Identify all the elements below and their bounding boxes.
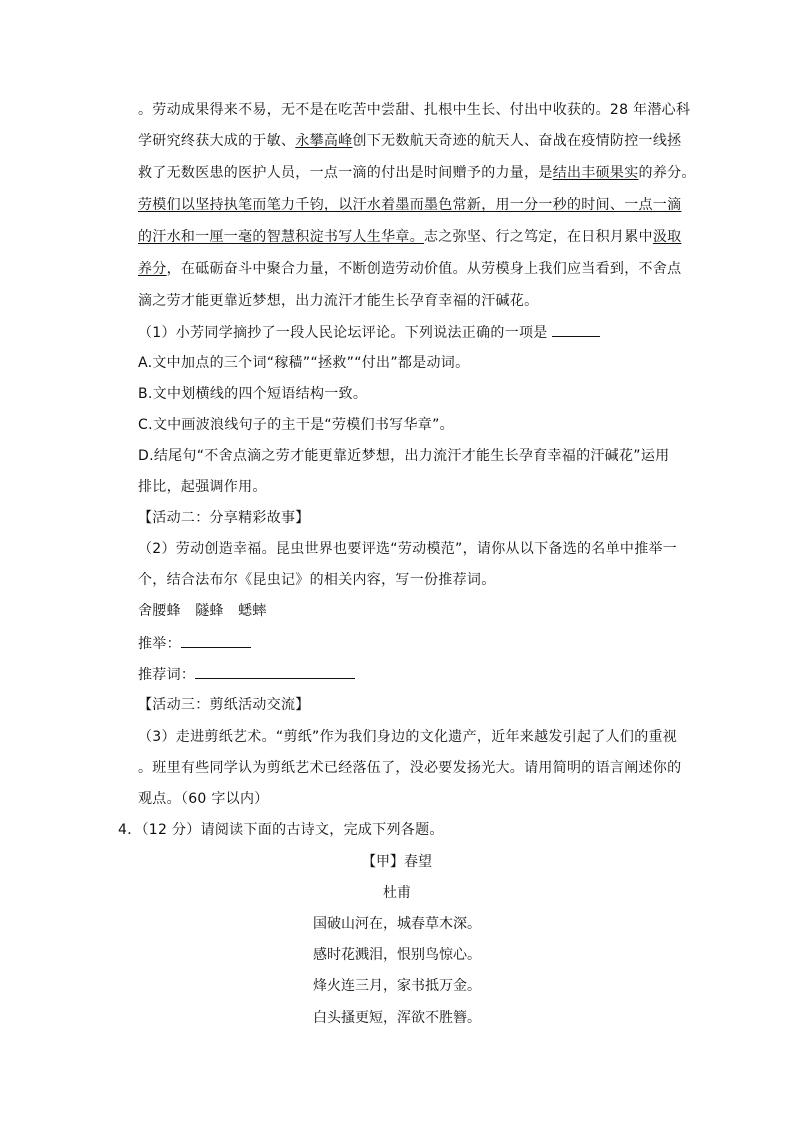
underlined-phrase: 永攀高峰 — [295, 133, 353, 149]
passage-text: 学研究终获大成的于敏、 — [138, 133, 296, 149]
nominate-row — [138, 633, 251, 653]
recommend-row — [138, 664, 355, 684]
underlined-phrase: 汲取 — [652, 229, 682, 245]
passage-text: 志之弥坚、行之笃定，在日积月累中 — [424, 229, 653, 245]
nominate-label: 推举： — [138, 636, 181, 652]
activity2-title: 【活动二：分享精彩故事】 — [138, 510, 310, 526]
q4-stem: 4．（12 分）请阅读下面的古诗文，完成下列各题。 — [118, 822, 444, 838]
poem-title: 【甲】春望 — [362, 854, 432, 870]
poem-author: 杜甫 — [383, 885, 411, 901]
poem-line-2: 感时花溅泪，恨别鸟惊心。 — [313, 947, 481, 963]
q2-line-2: 个，结合法布尔《昆虫记》的相关内容，写一份推荐词。 — [138, 572, 496, 588]
recommend-blank[interactable] — [195, 664, 355, 679]
passage-text: 救了无数医患的医护人员，一点一滴的付出是时间赠予的力量，是 — [138, 165, 553, 181]
q1-option-d-cont: 排比，起强调作用。 — [138, 479, 267, 495]
passage-line-3 — [138, 163, 696, 183]
q1-option-b: B.文中划横线的四个短语结构一致。 — [138, 386, 368, 402]
poem-line-1: 国破山河在，城春草木深。 — [313, 916, 481, 932]
passage-line-5 — [138, 227, 681, 247]
recommend-label: 推荐词： — [138, 667, 196, 683]
q1-stem — [138, 322, 600, 342]
wavy-sentence: 的汗水和一厘一毫的智慧积淀书写人生华章。 — [138, 229, 424, 245]
q3-line-2: 。班里有些同学认为剪纸艺术已经落伍了，没必要发扬光大。请用简明的语言阐述你的 — [138, 760, 682, 776]
q1-option-c: C.文中画波浪线句子的主干是“劳模们书写华章”。 — [138, 417, 454, 433]
poem-line-3: 烽火连三月，家书抵万金。 — [313, 978, 481, 994]
passage-text: 创下无数航天奇迹的航天人、奋战在疫情防控一线拯 — [352, 133, 682, 149]
passage-line-4-wavy: 劳模们以坚持执笔而笔力千钧，以汗水着墨而墨色常新，用一分一秒的时间、一点一滴 — [138, 197, 682, 213]
poem-line-4: 白头搔更短，浑欲不胜簪。 — [313, 1010, 481, 1026]
passage-text: ，在砥砺奋斗中聚合力量，不断创造劳动价值。从劳模身上我们应当看到，不舍点 — [166, 261, 682, 277]
nominate-blank[interactable] — [181, 633, 251, 648]
q2-line-1: （2）劳动创造幸福。昆虫世界也要评选“劳动模范”，请你从以下备选的名单中推举一 — [138, 541, 678, 557]
passage-line-1: 。劳动成果得来不易，无不是在吃苦中尝甜、扎根中生长、付出中收获的。28 年潜心科 — [138, 102, 691, 118]
passage-text: 的养分。 — [638, 165, 696, 181]
underlined-phrase: 养分 — [138, 261, 167, 277]
passage-line-7: 滴之劳才能更靠近梦想，出力流汗才能生长孕育幸福的汗碱花。 — [138, 293, 539, 309]
passage-line-6 — [138, 259, 681, 279]
q1-option-d: D.结尾句“不舍点滴之劳才能更靠近梦想，出力流汗才能生长孕育幸福的汗碱花”运用 — [138, 448, 670, 464]
activity3-title: 【活动三：剪纸活动交流】 — [138, 697, 310, 713]
candidate-list: 舍腰蜂 隧蜂 蟋蟀 — [138, 603, 267, 619]
q3-line-1: （3）走进剪纸艺术。“剪纸”作为我们身边的文化遗产，近年来越发引起了人们的重视 — [138, 729, 678, 745]
underlined-phrase: 结出丰硕果实 — [552, 165, 639, 181]
passage-line-2 — [138, 131, 681, 151]
answer-blank[interactable] — [552, 322, 600, 337]
q1-option-a: A.文中加点的三个词“稼穑”“拯救”“付出”都是动词。 — [138, 355, 470, 371]
q3-line-3: 观点。（60 字以内） — [138, 791, 269, 807]
q1-stem-text: （1）小芳同学摘抄了一段人民论坛评论。下列说法正确的一项是 — [138, 325, 548, 341]
